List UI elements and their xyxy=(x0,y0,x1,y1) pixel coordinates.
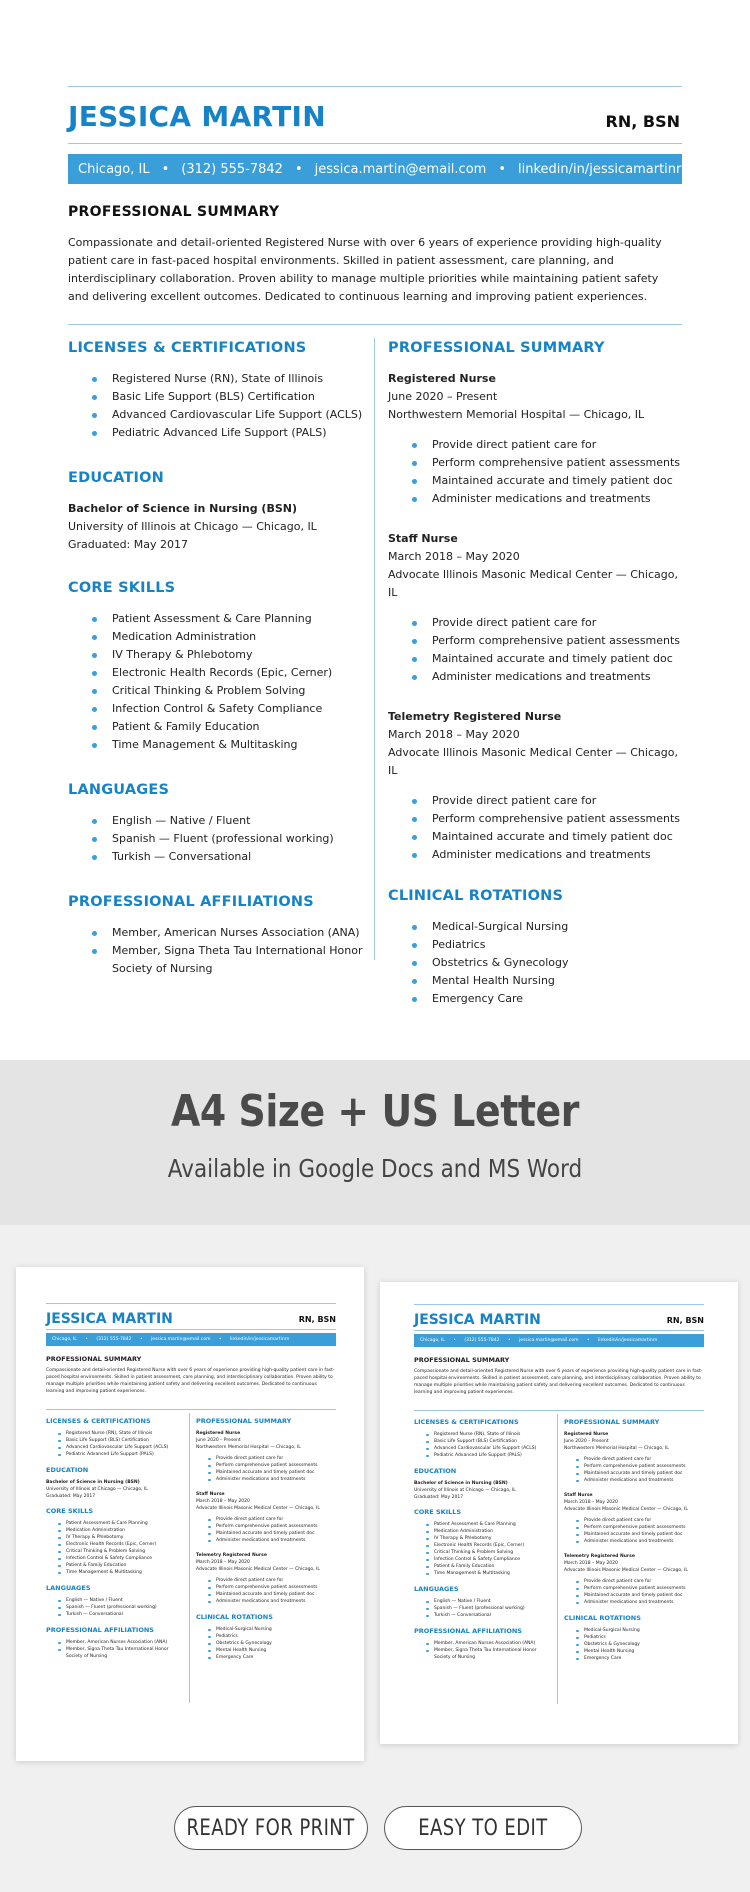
resume-credentials: RN, BSN xyxy=(605,112,680,131)
mini-rule xyxy=(46,1409,336,1410)
job-dates: March 2018 – May 2020 xyxy=(388,728,520,741)
list-item: IV Therapy & Phlebotomy xyxy=(58,1534,186,1541)
education-block xyxy=(68,500,368,554)
list-item: Obstetrics & Gynecology xyxy=(412,954,688,972)
mini-heading: LICENSES & CERTIFICATIONS xyxy=(46,1417,151,1425)
job-title: Staff Nurse xyxy=(388,532,458,545)
mini-separator: • xyxy=(85,1337,88,1342)
list-item: Emergency Care xyxy=(576,1655,704,1662)
list-item: Pediatric Advanced Life Support (PALS) xyxy=(92,424,368,442)
mini-job-title: Telemetry Registered Nurse xyxy=(564,1554,635,1559)
job-employer: Northwestern Memorial Hospital — Chicago, IL xyxy=(388,408,645,421)
job-entry xyxy=(388,708,688,864)
list-item: Provide direct patient care for xyxy=(412,792,688,810)
list-item: Maintained accurate and timely patient doc xyxy=(576,1531,704,1538)
mini-name: JESSICA MARTIN xyxy=(414,1312,541,1328)
list-item: Member, American Nurses Association (ANA) xyxy=(426,1640,554,1647)
list-item: Administer medications and treatments xyxy=(412,846,688,864)
mini-list xyxy=(564,1517,704,1545)
list-item: Medication Administration xyxy=(58,1527,186,1534)
list-item: Electronic Health Records (Epic, Cerner) xyxy=(92,664,368,682)
mini-list xyxy=(196,1455,336,1483)
job-bullets xyxy=(388,614,688,686)
mini-list xyxy=(46,1430,186,1458)
mini-heading: PROFESSIONAL AFFILIATIONS xyxy=(414,1627,522,1635)
mini-list xyxy=(414,1521,554,1577)
list-item: Member, Signa Theta Tau International Honor Society of Nursing xyxy=(92,942,368,978)
contact-separator: • xyxy=(294,161,303,177)
mini-job-title: Registered Nurse xyxy=(564,1432,609,1437)
ready-for-print-button[interactable] xyxy=(174,1806,368,1850)
list-item: Maintained accurate and timely patient doc xyxy=(412,828,688,846)
name-row xyxy=(68,100,682,136)
mini-degree: Bachelor of Science in Nursing (BSN) xyxy=(46,1480,140,1485)
mini-heading: CORE SKILLS xyxy=(46,1507,94,1515)
mini-rule xyxy=(46,1303,336,1304)
mini-column-divider xyxy=(189,1413,190,1703)
licenses-list xyxy=(68,370,368,442)
mini-list xyxy=(564,1627,704,1662)
rotations-heading: CLINICAL ROTATIONS xyxy=(388,888,564,904)
mini-job-dates: March 2018 – May 2020 xyxy=(196,1499,250,1504)
list-item: Medical-Surgical Nursing xyxy=(208,1626,336,1633)
experience-heading: PROFESSIONAL SUMMARY xyxy=(388,340,605,356)
mini-education xyxy=(414,1480,554,1501)
list-item: Time Management & Multitasking xyxy=(426,1570,554,1577)
mini-separator: • xyxy=(507,1338,511,1343)
mini-rule xyxy=(414,1304,704,1305)
banner-subline: Available in Google Docs and MS Word xyxy=(167,1154,583,1183)
ready-for-print-label: READY FOR PRINT xyxy=(186,1815,356,1841)
contact-bar xyxy=(68,154,690,184)
mini-job-employer: Advocate Illinois Masonic Medical Center — Chicago, IL xyxy=(564,1568,688,1573)
mini-job-employer: Advocate Illinois Masonic Medical Center — Chicago, IL xyxy=(196,1506,320,1511)
list-item: Patient & Family Education xyxy=(58,1562,186,1569)
job-dates: March 2018 – May 2020 xyxy=(388,550,520,563)
list-item: Basic Life Support (BLS) Certification xyxy=(92,388,368,406)
mini-separator: • xyxy=(453,1338,456,1343)
mini-heading: LANGUAGES xyxy=(46,1584,91,1592)
list-item: Infection Control & Safety Compliance xyxy=(426,1556,554,1563)
list-item: Registered Nurse (RN), State of Illinois xyxy=(58,1430,186,1437)
list-item: Advanced Cardiovascular Life Support (ACLS) xyxy=(92,406,368,424)
languages-list xyxy=(68,812,368,866)
mini-heading: EDUCATION xyxy=(414,1467,457,1475)
contact-separator: • xyxy=(161,161,170,177)
mini-credentials: RN, BSN xyxy=(298,1315,336,1324)
contact-phone: (312) 555-7842 xyxy=(181,161,283,177)
list-item: Pediatric Advanced Life Support (PALS) xyxy=(426,1452,554,1459)
mini-contact: jessica.martin@email.com xyxy=(151,1337,211,1342)
job-bullets xyxy=(388,792,688,864)
skills-list xyxy=(68,610,368,754)
list-item: Time Management & Multitasking xyxy=(58,1569,186,1576)
mini-right-column xyxy=(564,1418,704,1670)
list-item: Pediatric Advanced Life Support (PALS) xyxy=(58,1451,186,1458)
banner-headline: A4 Size + US Letter xyxy=(170,1086,580,1137)
education-graduated: Graduated: May 2017 xyxy=(68,538,188,551)
list-item: Obstetrics & Gynecology xyxy=(208,1640,336,1647)
mini-rule xyxy=(414,1330,704,1331)
mini-job-employer: Northwestern Memorial Hospital — Chicago, IL xyxy=(196,1445,301,1450)
list-item: Pediatrics xyxy=(412,936,688,954)
list-item: Registered Nurse (RN), State of Illinois xyxy=(92,370,368,388)
list-item: Maintained accurate and timely patient doc xyxy=(208,1591,336,1598)
mini-rule xyxy=(414,1410,704,1411)
list-item: Medical-Surgical Nursing xyxy=(412,918,688,936)
mini-rule xyxy=(46,1329,336,1330)
mini-job-dates: June 2020 – Present xyxy=(196,1438,241,1443)
easy-to-edit-label: EASY TO EDIT xyxy=(418,1815,548,1841)
skills-heading: CORE SKILLS xyxy=(68,580,176,596)
list-item: Critical Thinking & Problem Solving xyxy=(426,1549,554,1556)
list-item: Provide direct patient care for xyxy=(576,1578,704,1585)
list-item: Administer medications and treatments xyxy=(576,1538,704,1545)
list-item: Perform comprehensive patient assessments xyxy=(412,810,688,828)
list-item: Infection Control & Safety Compliance xyxy=(58,1555,186,1562)
list-item: Mental Health Nursing xyxy=(208,1647,336,1654)
summary-title: PROFESSIONAL SUMMARY xyxy=(68,204,280,220)
mini-list xyxy=(196,1577,336,1605)
letter-preview-page xyxy=(380,1282,738,1744)
job-dates: June 2020 – Present xyxy=(388,390,498,403)
mini-list xyxy=(46,1597,186,1618)
list-item: Advanced Cardiovascular Life Support (ACLS) xyxy=(426,1445,554,1452)
mini-heading: EDUCATION xyxy=(46,1466,89,1474)
mini-separator: • xyxy=(586,1338,590,1343)
mini-job xyxy=(564,1553,704,1606)
mini-heading: PROFESSIONAL SUMMARY xyxy=(196,1417,292,1425)
mini-job-title: Staff Nurse xyxy=(564,1493,593,1498)
list-item: Mental Health Nursing xyxy=(412,972,688,990)
job-title: Registered Nurse xyxy=(388,372,496,385)
list-item: Obstetrics & Gynecology xyxy=(576,1641,704,1648)
mini-contact: Chicago, IL xyxy=(52,1337,77,1342)
list-item: Emergency Care xyxy=(412,990,688,1008)
list-item: English — Native / Fluent xyxy=(426,1598,554,1605)
job-employer: Advocate Illinois Masonic Medical Center — Chicago, IL xyxy=(388,746,678,777)
list-item: Administer medications and treatments xyxy=(208,1476,336,1483)
mini-left-column xyxy=(46,1417,186,1668)
list-item: Critical Thinking & Problem Solving xyxy=(92,682,368,700)
mini-summary-text: Compassionate and detail-oriented Registered Nurse with over 6 years of experience providing high-quality patient care in fast-paced hospital environments. Skilled in patient assessment, care planning, and interdisciplinary collaboration. Proven ability to manage multiple priorities while maintaining patient safety and delivering excellent outcomes. Dedicated to continuous learning and improving patient experiences. xyxy=(414,1369,703,1395)
mini-job xyxy=(196,1430,336,1483)
mini-contact-bar xyxy=(414,1334,704,1347)
mini-job-dates: March 2018 – May 2020 xyxy=(564,1561,618,1566)
mini-job-dates: June 2020 – Present xyxy=(564,1439,609,1444)
a4-preview-page xyxy=(16,1267,364,1761)
mini-heading: PROFESSIONAL AFFILIATIONS xyxy=(46,1626,154,1634)
contact-email: jessica.martin@email.com xyxy=(314,161,487,177)
education-school: University of Illinois at Chicago — Chicago, IL xyxy=(68,520,317,533)
mini-contact: jessica.martin@email.com xyxy=(519,1338,579,1343)
list-item: Provide direct patient care for xyxy=(576,1517,704,1524)
list-item: Administer medications and treatments xyxy=(576,1477,704,1484)
mini-list xyxy=(564,1456,704,1484)
list-item: Emergency Care xyxy=(208,1654,336,1661)
list-item: English — Native / Fluent xyxy=(92,812,368,830)
list-item: Perform comprehensive patient assessments xyxy=(576,1463,704,1470)
mini-summary-title: PROFESSIONAL SUMMARY xyxy=(414,1356,510,1364)
mini-right-column xyxy=(196,1417,336,1669)
list-item: Provide direct patient care for xyxy=(576,1456,704,1463)
list-item: Patient Assessment & Care Planning xyxy=(426,1521,554,1528)
list-item: Turkish — Conversational xyxy=(426,1612,554,1619)
mini-summary-text: Compassionate and detail-oriented Registered Nurse with over 6 years of experience providing high-quality patient care in fast-paced hospital environments. Skilled in patient assessment, care planning, and interdisciplinary collaboration. Proven ability to manage multiple priorities while maintaining patient safety and delivering excellent outcomes. Dedicated to continuous learning and improving patient experiences. xyxy=(46,1368,335,1394)
mini-contact-bar xyxy=(46,1333,336,1346)
list-item: IV Therapy & Phlebotomy xyxy=(92,646,368,664)
list-item: Perform comprehensive patient assessments xyxy=(208,1584,336,1591)
list-item: Provide direct patient care for xyxy=(208,1516,336,1523)
mini-job-employer: Advocate Illinois Masonic Medical Center — Chicago, IL xyxy=(196,1567,320,1572)
list-item: Maintained accurate and timely patient doc xyxy=(412,472,688,490)
summary-text: Compassionate and detail-oriented Registered Nurse with over 6 years of experience providing high-quality patient care in fast-paced hospital environments. Skilled in patient assessment, care planning, and interdisciplinary collaboration. Proven ability to manage multiple priorities while maintaining patient safety and delivering excellent outcomes. Dedicated to continuous learning and improving patient experiences. xyxy=(68,236,662,303)
mini-job xyxy=(564,1431,704,1484)
list-item: Administer medications and treatments xyxy=(576,1599,704,1606)
column-divider xyxy=(374,338,375,960)
licenses-heading: LICENSES & CERTIFICATIONS xyxy=(68,340,307,356)
list-item: IV Therapy & Phlebotomy xyxy=(426,1535,554,1542)
list-item: Infection Control & Safety Compliance xyxy=(92,700,368,718)
contact-linkedin: linkedin/in/jessicamartinrn xyxy=(517,161,690,177)
name-rule xyxy=(68,143,682,144)
list-item: Perform comprehensive patient assessments xyxy=(576,1585,704,1592)
contact-separator: • xyxy=(498,161,506,177)
mini-left-column xyxy=(414,1418,554,1669)
job-employer: Advocate Illinois Masonic Medical Center — Chicago, IL xyxy=(388,568,678,599)
list-item: Maintained accurate and timely patient doc xyxy=(576,1592,704,1599)
mini-job-employer: Advocate Illinois Masonic Medical Center — Chicago, IL xyxy=(564,1507,688,1512)
list-item: Spanish — Fluent (professional working) xyxy=(92,830,368,848)
mini-job-title: Staff Nurse xyxy=(196,1492,225,1497)
mini-heading: PROFESSIONAL SUMMARY xyxy=(564,1418,660,1426)
easy-to-edit-button[interactable] xyxy=(384,1806,582,1850)
top-rule xyxy=(68,86,682,87)
list-item: Pediatrics xyxy=(576,1634,704,1641)
list-item: Patient Assessment & Care Planning xyxy=(92,610,368,628)
list-item: Spanish — Fluent (professional working) xyxy=(58,1604,186,1611)
list-item: Critical Thinking & Problem Solving xyxy=(58,1548,186,1555)
mini-column-divider xyxy=(557,1414,558,1704)
list-item: Maintained accurate and timely patient doc xyxy=(208,1469,336,1476)
list-item: Medical-Surgical Nursing xyxy=(576,1627,704,1634)
mini-separator: • xyxy=(218,1337,222,1342)
right-column xyxy=(388,338,688,1034)
list-item: Perform comprehensive patient assessments xyxy=(208,1462,336,1469)
summary-rule xyxy=(68,324,682,325)
mini-education xyxy=(46,1479,186,1500)
mini-contact: linkedin/in/jessicamartinrn xyxy=(598,1338,658,1343)
affiliations-list xyxy=(68,924,368,978)
rotations-list xyxy=(388,918,688,1008)
list-item: Member, Signa Theta Tau International Honor Society of Nursing xyxy=(58,1646,186,1660)
list-item: Provide direct patient care for xyxy=(208,1455,336,1462)
languages-heading: LANGUAGES xyxy=(68,782,170,798)
mini-heading: CLINICAL ROTATIONS xyxy=(196,1613,273,1621)
mini-list xyxy=(196,1626,336,1661)
mini-list xyxy=(414,1640,554,1661)
list-item: Pediatrics xyxy=(208,1633,336,1640)
mini-separator: • xyxy=(139,1337,143,1342)
list-item: Administer medications and treatments xyxy=(208,1598,336,1605)
job-entry xyxy=(388,530,688,686)
mini-contact: (312) 555-7842 xyxy=(464,1338,500,1343)
list-item: Medication Administration xyxy=(426,1528,554,1535)
list-item: Basic Life Support (BLS) Certification xyxy=(58,1437,186,1444)
list-item: Administer medications and treatments xyxy=(412,490,688,508)
list-item: Member, American Nurses Association (ANA) xyxy=(58,1639,186,1646)
mini-school: University of Illinois at Chicago — Chicago, IL xyxy=(46,1487,148,1492)
list-item: Perform comprehensive patient assessments xyxy=(576,1524,704,1531)
list-item: Patient & Family Education xyxy=(426,1563,554,1570)
mini-credentials: RN, BSN xyxy=(666,1316,704,1325)
list-item: Member, American Nurses Association (ANA) xyxy=(92,924,368,942)
mini-heading: CORE SKILLS xyxy=(414,1508,462,1516)
list-item: Electronic Health Records (Epic, Cerner) xyxy=(58,1541,186,1548)
list-item: Patient Assessment & Care Planning xyxy=(58,1520,186,1527)
list-item: Electronic Health Records (Epic, Cerner) xyxy=(426,1542,554,1549)
mini-list xyxy=(46,1639,186,1660)
mini-list xyxy=(564,1578,704,1606)
mini-graduated: Graduated: May 2017 xyxy=(46,1494,96,1499)
list-item: Medication Administration xyxy=(92,628,368,646)
list-item: Patient & Family Education xyxy=(92,718,368,736)
mini-job-employer: Northwestern Memorial Hospital — Chicago, IL xyxy=(564,1446,669,1451)
mini-contact: Chicago, IL xyxy=(420,1338,445,1343)
mini-list xyxy=(46,1520,186,1576)
list-item: Spanish — Fluent (professional working) xyxy=(426,1605,554,1612)
list-item: Basic Life Support (BLS) Certification xyxy=(426,1438,554,1445)
mini-job-dates: March 2018 – May 2020 xyxy=(196,1560,250,1565)
mini-graduated: Graduated: May 2017 xyxy=(414,1495,464,1500)
list-item: Time Management & Multitasking xyxy=(92,736,368,754)
list-item: Maintained accurate and timely patient doc xyxy=(576,1470,704,1477)
mini-school: University of Illinois at Chicago — Chicago, IL xyxy=(414,1488,516,1493)
list-item: Administer medications and treatments xyxy=(412,668,688,686)
mini-job-title: Telemetry Registered Nurse xyxy=(196,1553,267,1558)
list-item: Mental Health Nursing xyxy=(576,1648,704,1655)
job-entry xyxy=(388,370,688,508)
mini-heading: LANGUAGES xyxy=(414,1585,459,1593)
mini-job xyxy=(196,1491,336,1544)
list-item: Maintained accurate and timely patient doc xyxy=(208,1530,336,1537)
mini-list xyxy=(196,1516,336,1544)
contact-location: Chicago, IL xyxy=(78,161,150,177)
list-item: Turkish — Conversational xyxy=(58,1611,186,1618)
list-item: English — Native / Fluent xyxy=(58,1597,186,1604)
list-item: Provide direct patient care for xyxy=(412,436,688,454)
mini-name: JESSICA MARTIN xyxy=(46,1311,173,1327)
list-item: Perform comprehensive patient assessments xyxy=(412,454,688,472)
left-column xyxy=(68,338,368,1004)
affiliations-heading: PROFESSIONAL AFFILIATIONS xyxy=(68,894,314,910)
list-item: Perform comprehensive patient assessments xyxy=(208,1523,336,1530)
list-item: Provide direct patient care for xyxy=(412,614,688,632)
mini-contact: linkedin/in/jessicamartinrn xyxy=(230,1337,290,1342)
mini-job xyxy=(196,1552,336,1605)
mini-list xyxy=(414,1431,554,1459)
education-degree: Bachelor of Science in Nursing (BSN) xyxy=(68,502,298,515)
list-item: Provide direct patient care for xyxy=(208,1577,336,1584)
list-item: Administer medications and treatments xyxy=(208,1537,336,1544)
list-item: Advanced Cardiovascular Life Support (ACLS) xyxy=(58,1444,186,1451)
job-title: Telemetry Registered Nurse xyxy=(388,710,562,723)
job-bullets xyxy=(388,436,688,508)
list-item: Perform comprehensive patient assessments xyxy=(412,632,688,650)
mini-job-title: Registered Nurse xyxy=(196,1431,241,1436)
education-heading: EDUCATION xyxy=(68,470,165,486)
mini-summary-title: PROFESSIONAL SUMMARY xyxy=(46,1355,142,1363)
mini-contact: (312) 555-7842 xyxy=(96,1337,132,1342)
mini-degree: Bachelor of Science in Nursing (BSN) xyxy=(414,1481,508,1486)
format-banner xyxy=(0,1060,750,1225)
mini-job xyxy=(564,1492,704,1545)
resume-name: JESSICA MARTIN xyxy=(68,100,326,133)
mini-heading: LICENSES & CERTIFICATIONS xyxy=(414,1418,519,1426)
mini-list xyxy=(414,1598,554,1619)
mini-heading: CLINICAL ROTATIONS xyxy=(564,1614,641,1622)
list-item: Turkish — Conversational xyxy=(92,848,368,866)
mini-job-dates: March 2018 – May 2020 xyxy=(564,1500,618,1505)
list-item: Maintained accurate and timely patient doc xyxy=(412,650,688,668)
list-item: Member, Signa Theta Tau International Honor Society of Nursing xyxy=(426,1647,554,1661)
list-item: Registered Nurse (RN), State of Illinois xyxy=(426,1431,554,1438)
